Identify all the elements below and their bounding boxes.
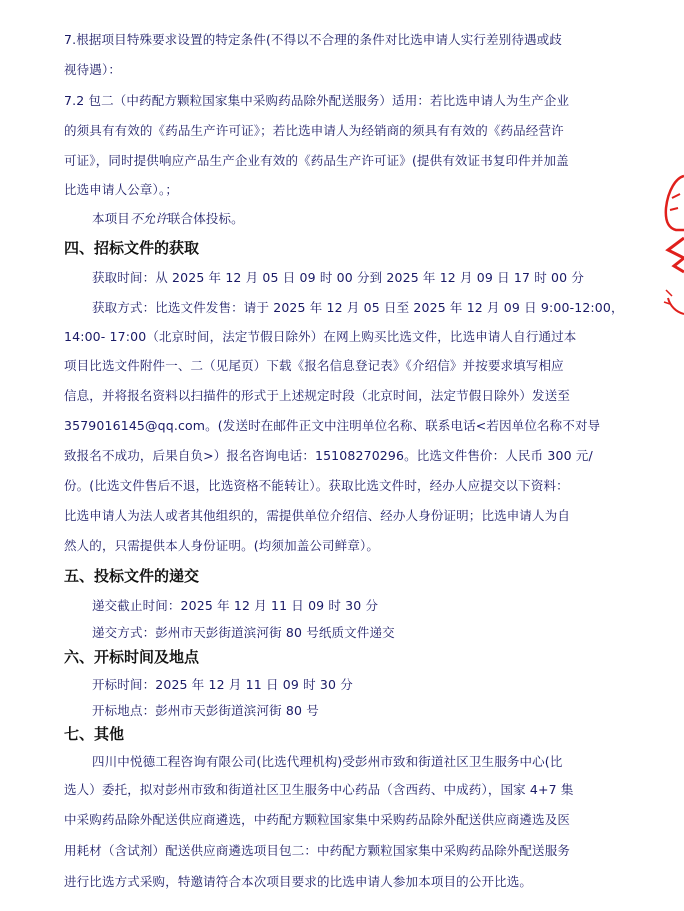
other-line-5: 进行比选方式采购，特邀请符合本次项目要求的比选申请人参加本项目的公开比选。 (64, 874, 533, 889)
red-seal-stamp (662, 168, 684, 318)
open-place: 开标地点：彭州市天彭街道滨河街 80 号 (92, 703, 319, 718)
p72-line-1: 7.2 包二（中药配方颗粒国家集中采购药品除外配送服务）适用：若比选申请人为生产企业 (64, 93, 570, 108)
other-line-1: 四川中悦德工程咨询有限公司(比选代理机构)受彭州市致和街道社区卫生服务中心(比 (92, 754, 563, 769)
section-5-heading: 五、投标文件的递交 (64, 567, 200, 585)
section-4-heading: 四、招标文件的获取 (64, 239, 200, 257)
method-line-6: 致报名不成功，后果自负>）报名咨询电话：15108270296。比选文件售价：人民币 300 元/ (64, 448, 593, 463)
method-line-3: 项目比选文件附件一、二（见尾页）下载《报名信息登记表》《介绍信》并按要求填写相应 (64, 358, 564, 373)
section-7-heading: 七、其他 (64, 725, 125, 743)
joint-suffix: 联合体投标。 (167, 211, 244, 226)
acquire-time: 获取时间：从 2025 年 12 月 05 日 09 时 00 分到 2025 年 12 月 09 日 17 时 00 分 (92, 270, 584, 285)
joint-prefix: 本项目 (92, 211, 130, 226)
submit-method: 递交方式：彭州市天彭街道滨河街 80 号纸质文件递交 (92, 625, 395, 640)
other-line-4: 用耗材（含试剂）配送供应商遴选项目包二：中药配方颗粒国家集中采购药品除外配送服务 (64, 843, 571, 858)
p72-line-3: 可证》，同时提供响应产品生产企业有效的《药品生产许可证》(提供有效证书复印件并加盖 (64, 153, 569, 168)
submit-deadline: 递交截止时间：2025 年 12 月 11 日 09 时 30 分 (92, 598, 379, 613)
open-time: 开标时间：2025 年 12 月 11 日 09 时 30 分 (92, 677, 353, 692)
method-line-8: 比选申请人为法人或者其他组织的，需提供单位介绍信、经办人身份证明；比选申请人为自 (64, 508, 571, 523)
method-line-2: 14:00- 17:00（北京时间，法定节假日除外）在网上购买比选文件，比选申请人自行通过本 (64, 329, 577, 344)
method-line-4: 信息，并将报名资料以扫描件的形式于上述规定时段（北京时间，法定节假日除外）发送至 (64, 388, 571, 403)
method-line-5: 3579016145@qq.com。(发送时在邮件正文中注明单位名称、联系电话<若因单位名称不对导 (64, 418, 601, 433)
method-line-1: 获取方式：比选文件发售：请于 2025 年 12 月 05 日至 2025 年 12 月 09 日 9:00-12:00， (92, 300, 624, 315)
joint-italic: 不允许 (129, 211, 168, 226)
joint-bid-line (92, 210, 244, 228)
p72-line-4: 比选申请人公章）。； (64, 182, 179, 197)
section-6-heading: 六、开标时间及地点 (64, 648, 200, 666)
other-line-2: 选人）委托，拟对彭州市致和街道社区卫生服务中心药品（含西药、中成药），国家 4+7 集 (64, 782, 574, 797)
p7-line-1: 7.根据项目特殊要求设置的特定条件(不得以不合理的条件对比选申请人实行差别待遇或歧 (64, 32, 562, 47)
other-line-3: 中采购药品除外配送供应商遴选，中药配方颗粒国家集中采购药品除外配送供应商遴选及医 (64, 812, 571, 827)
p72-line-2: 的须具有有效的《药品生产许可证》；若比选申请人为经销商的须具有有效的《药品经营许 (64, 123, 564, 138)
method-line-7: 份。(比选文件售后不退，比选资格不能转让）。获取比选文件时，经办人应提交以下资料： (64, 478, 569, 493)
p7-line-2: 视待遇）： (64, 62, 122, 77)
method-line-9: 然人的，只需提供本人身份证明。(均须加盖公司鲜章）。 (64, 538, 380, 553)
